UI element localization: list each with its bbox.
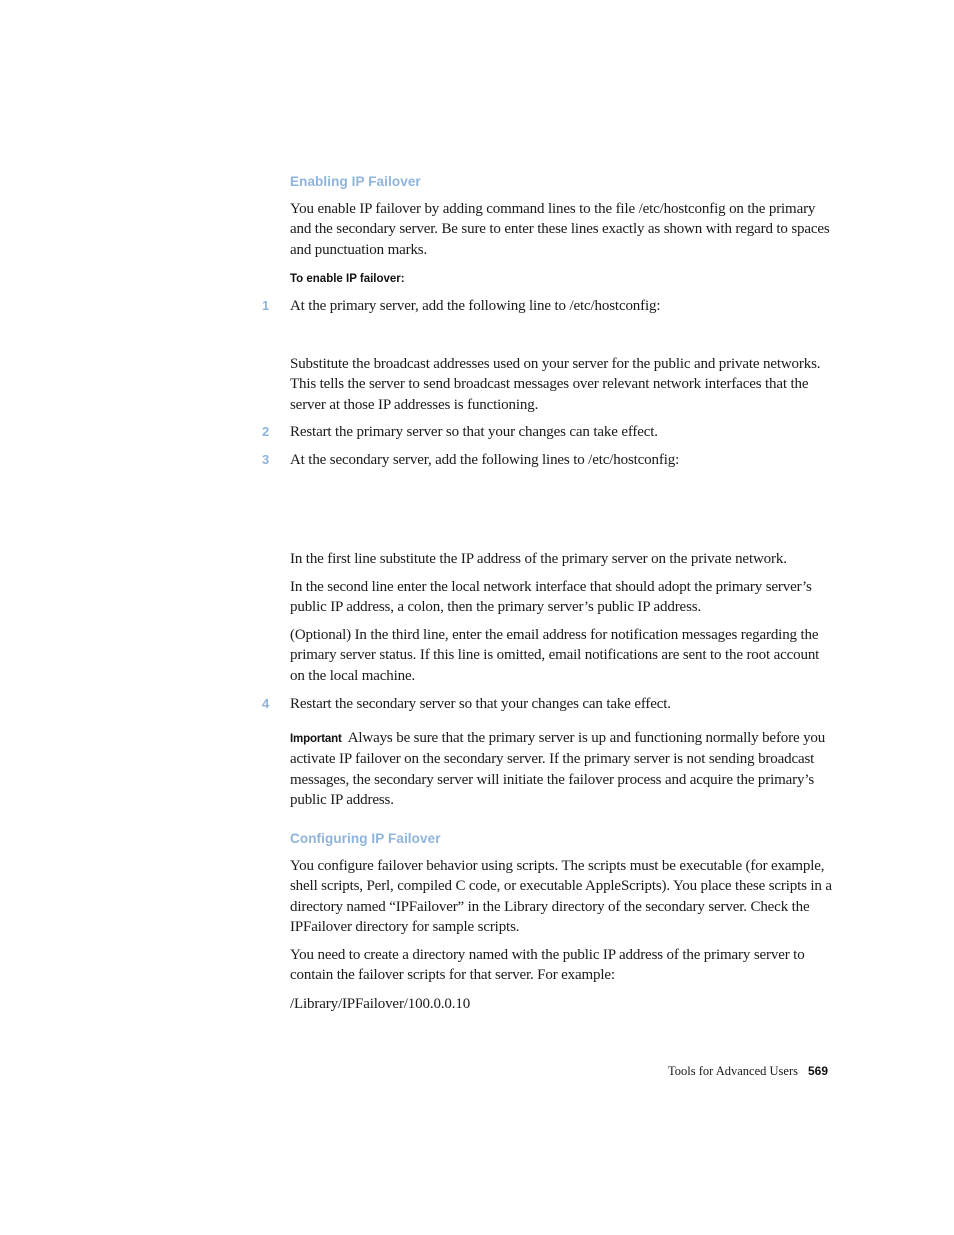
configuring-paragraph-1: You configure failover behavior using scripts. The scripts must be executable (for example, shell scripts, Perl, compiled C code, or executable AppleScripts). You place these scripts in a directory named “IPFailover” in the Library directory of the secondary server. Check the IPFailover directory for sample scripts. [290, 858, 832, 935]
footer-page-number: 569 [808, 1064, 829, 1078]
important-label: Important [290, 733, 342, 745]
important-text: Always be sure that the primary server is up and functioning normally before you activate IP failover on the secondary server. If the primary server is not sending broadcast messages, the secondary server will initiate the failover process and acquire the primary’s public IP address. [290, 730, 826, 808]
section-heading-enabling: Enabling IP Failover [290, 174, 421, 189]
step-number-3: 3 [262, 452, 270, 467]
step3-note-3: (Optional) In the third line, enter the email address for notification messages regarding the primary server status. If this line is omitted, email notifications are sent to the root account on the local machine. [290, 627, 820, 684]
step-number-4: 4 [262, 696, 270, 711]
step-number-1: 1 [262, 298, 270, 313]
step1-note-paragraph: Substitute the broadcast addresses used on your server for the public and private networks. This tells the server to send broadcast messages over relevant network interfaces that the server at those IP addresses is functioning. [290, 356, 821, 413]
footer-chapter-title: Tools for Advanced Users [668, 1064, 798, 1078]
step-text-3: At the secondary server, add the following lines to /etc/hostconfig: [290, 452, 680, 468]
step-text-2: Restart the primary server so that your changes can take effect. [290, 424, 658, 440]
step-text-4: Restart the secondary server so that your changes can take effect. [290, 696, 671, 712]
path-example: /Library/IPFailover/100.0.0.10 [290, 996, 471, 1012]
configuring-paragraph-2: You need to create a directory named with the public IP address of the primary server to contain the failover scripts for that server. For example: [290, 947, 805, 984]
section-heading-configuring: Configuring IP Failover [290, 831, 441, 846]
step-text-1: At the primary server, add the following line to /etc/hostconfig: [290, 298, 661, 314]
important-note [290, 728, 835, 810]
step-number-2: 2 [262, 424, 270, 439]
step3-note-2: In the second line enter the local network interface that should adopt the primary server’s public IP address, a colon, then the primary server’s public IP address. [290, 579, 812, 616]
procedure-title: To enable IP failover: [290, 273, 405, 285]
enabling-intro-paragraph: You enable IP failover by adding command lines to the file /etc/hostconfig on the primary and the secondary server. Be sure to enter these lines exactly as shown with regard to spaces and punctuation marks. [290, 201, 830, 258]
step3-note-1: In the first line substitute the IP address of the primary server on the private network. [290, 551, 787, 567]
